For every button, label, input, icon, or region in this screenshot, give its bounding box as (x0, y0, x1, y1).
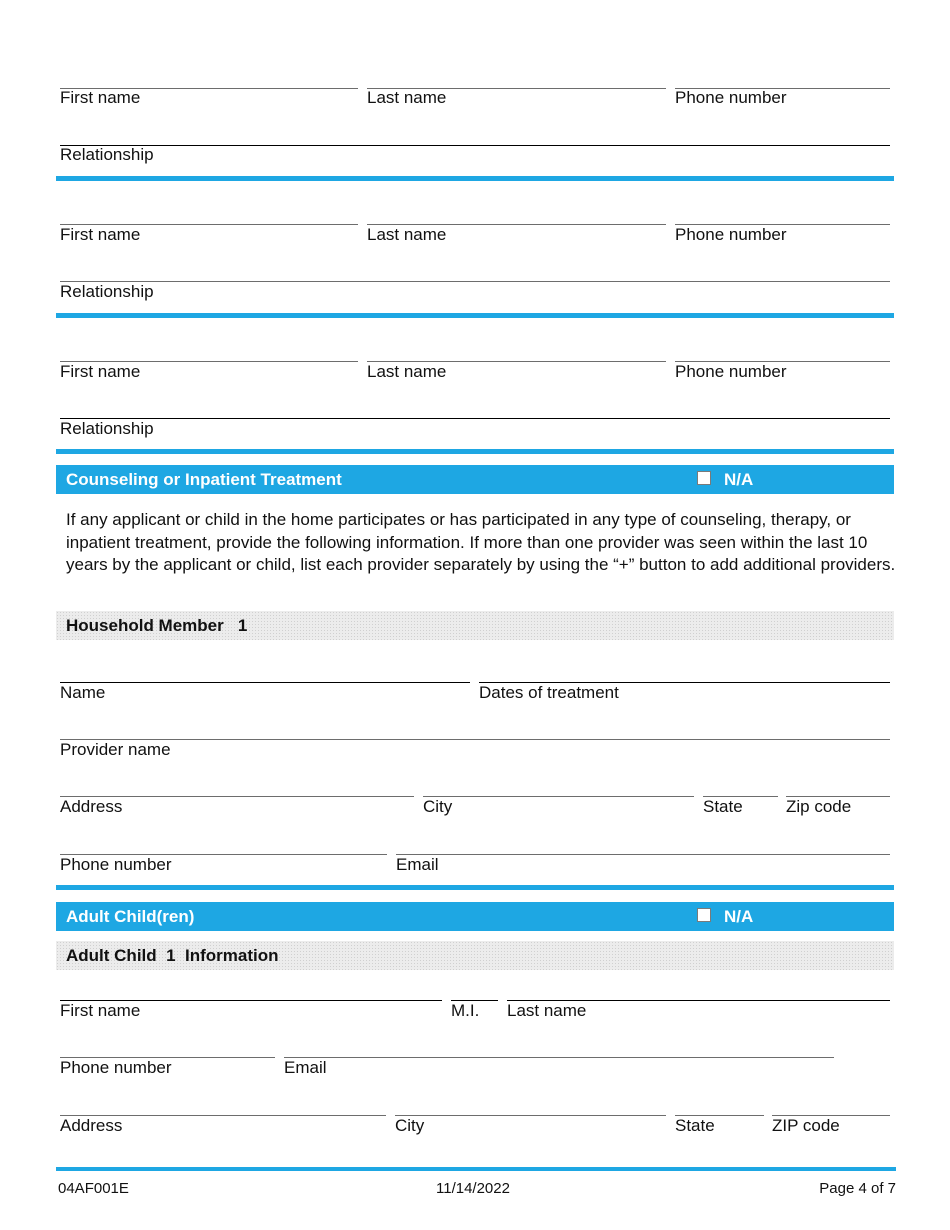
adult-child-mi-label: M.I. (451, 1001, 480, 1020)
counseling-section-title: Counseling or Inpatient Treatment (66, 470, 342, 489)
provider-email-input[interactable] (396, 832, 894, 855)
adult-child-state-input[interactable] (675, 1093, 768, 1116)
provider-email-label: Email (396, 855, 439, 874)
contact-3-last-name-label: Last name (367, 362, 447, 381)
adult-child-address-label: Address (60, 1116, 123, 1135)
contact-1-last-name-input[interactable] (367, 66, 670, 89)
section-divider (56, 885, 894, 890)
contact-2-first-name-label: First name (60, 225, 141, 244)
contact-2-phone-label: Phone number (675, 225, 787, 244)
provider-state-input[interactable] (703, 774, 782, 797)
footer-form-id: 04AF001E (58, 1180, 129, 1197)
contact-1-phone-label: Phone number (675, 88, 787, 107)
footer-page-number: Page 4 of 7 (819, 1180, 896, 1197)
adult-child-state-label: State (675, 1116, 715, 1135)
provider-address-input[interactable] (60, 774, 418, 797)
provider-state-label: State (703, 797, 743, 816)
counseling-na-label: N/A (724, 470, 754, 489)
contact-3-relationship-label: Relationship (60, 419, 154, 438)
contact-1-relationship-label: Relationship (60, 145, 154, 164)
contact-1-first-name-label: First name (60, 88, 141, 107)
adult-child-city-label: City (395, 1116, 425, 1135)
contact-3-phone-label: Phone number (675, 362, 787, 381)
adult-child-first-name-label: First name (60, 1001, 141, 1020)
section-divider (56, 449, 894, 454)
adult-child-city-input[interactable] (395, 1093, 670, 1116)
contact-2-last-name-label: Last name (367, 225, 447, 244)
contact-3-first-name-label: First name (60, 362, 141, 381)
household-member-heading: Household Member 1 (66, 616, 248, 635)
provider-phone-label: Phone number (60, 855, 172, 874)
provider-name-input[interactable] (60, 717, 894, 740)
contact-2-first-name-input[interactable] (60, 202, 362, 225)
adult-children-section-header (56, 902, 894, 931)
adult-child-heading: Adult Child 1 Information (66, 946, 279, 965)
contact-1-first-name-input[interactable] (60, 66, 362, 89)
adult-child-phone-label: Phone number (60, 1058, 172, 1077)
adult-child-phone-input[interactable] (60, 1035, 279, 1058)
adult-children-na-label: N/A (724, 907, 754, 926)
footer-date: 11/14/2022 (436, 1180, 510, 1197)
contact-3-relationship-input[interactable] (60, 396, 894, 419)
adult-child-last-name-input[interactable] (507, 978, 894, 1001)
household-member-heading-bar (56, 611, 894, 640)
adult-child-first-name-input[interactable] (60, 978, 446, 1001)
contact-3-phone-input[interactable] (675, 339, 894, 362)
adult-child-mi-input[interactable] (451, 978, 502, 1001)
provider-zip-input[interactable] (786, 774, 894, 797)
adult-children-section-title: Adult Child(ren) (66, 907, 195, 926)
contact-3-last-name-input[interactable] (367, 339, 670, 362)
adult-child-last-name-label: Last name (507, 1001, 587, 1020)
contact-2-relationship-input[interactable] (60, 259, 894, 282)
adult-child-zip-input[interactable] (772, 1093, 894, 1116)
counseling-dates-input[interactable] (479, 660, 894, 683)
adult-child-email-input[interactable] (284, 1035, 838, 1058)
adult-child-zip-label: ZIP code (772, 1116, 840, 1135)
adult-child-address-input[interactable] (60, 1093, 390, 1116)
footer-divider (56, 1167, 896, 1171)
provider-city-label: City (423, 797, 453, 816)
provider-phone-input[interactable] (60, 832, 391, 855)
contact-2-last-name-input[interactable] (367, 202, 670, 225)
counseling-instructions: If any applicant or child in the home participates or has participated in any type of counseling, therapy, or inpatient treatment, provide the following information. If more than one provider was seen within the last 10 years by the applicant or child, list each provider separately by using the “+” button to add additional providers. (66, 510, 896, 574)
counseling-name-input[interactable] (60, 660, 474, 683)
adult-child-email-label: Email (284, 1058, 327, 1077)
contact-1-phone-input[interactable] (675, 66, 894, 89)
contact-2-relationship-label: Relationship (60, 282, 154, 301)
contact-2-phone-input[interactable] (675, 202, 894, 225)
provider-city-input[interactable] (423, 774, 698, 797)
section-divider (56, 176, 894, 181)
provider-zip-label: Zip code (786, 797, 852, 816)
counseling-section-header (56, 465, 894, 494)
provider-address-label: Address (60, 797, 123, 816)
provider-name-label: Provider name (60, 740, 171, 759)
adult-children-na-checkbox[interactable] (697, 908, 711, 922)
contact-1-last-name-label: Last name (367, 88, 447, 107)
section-divider (56, 313, 894, 318)
contact-1-relationship-input[interactable] (60, 123, 894, 146)
counseling-na-checkbox[interactable] (697, 471, 711, 485)
contact-3-first-name-input[interactable] (60, 339, 362, 362)
counseling-dates-label: Dates of treatment (479, 683, 619, 702)
counseling-name-label: Name (60, 683, 106, 702)
adult-child-heading-bar (56, 941, 894, 970)
